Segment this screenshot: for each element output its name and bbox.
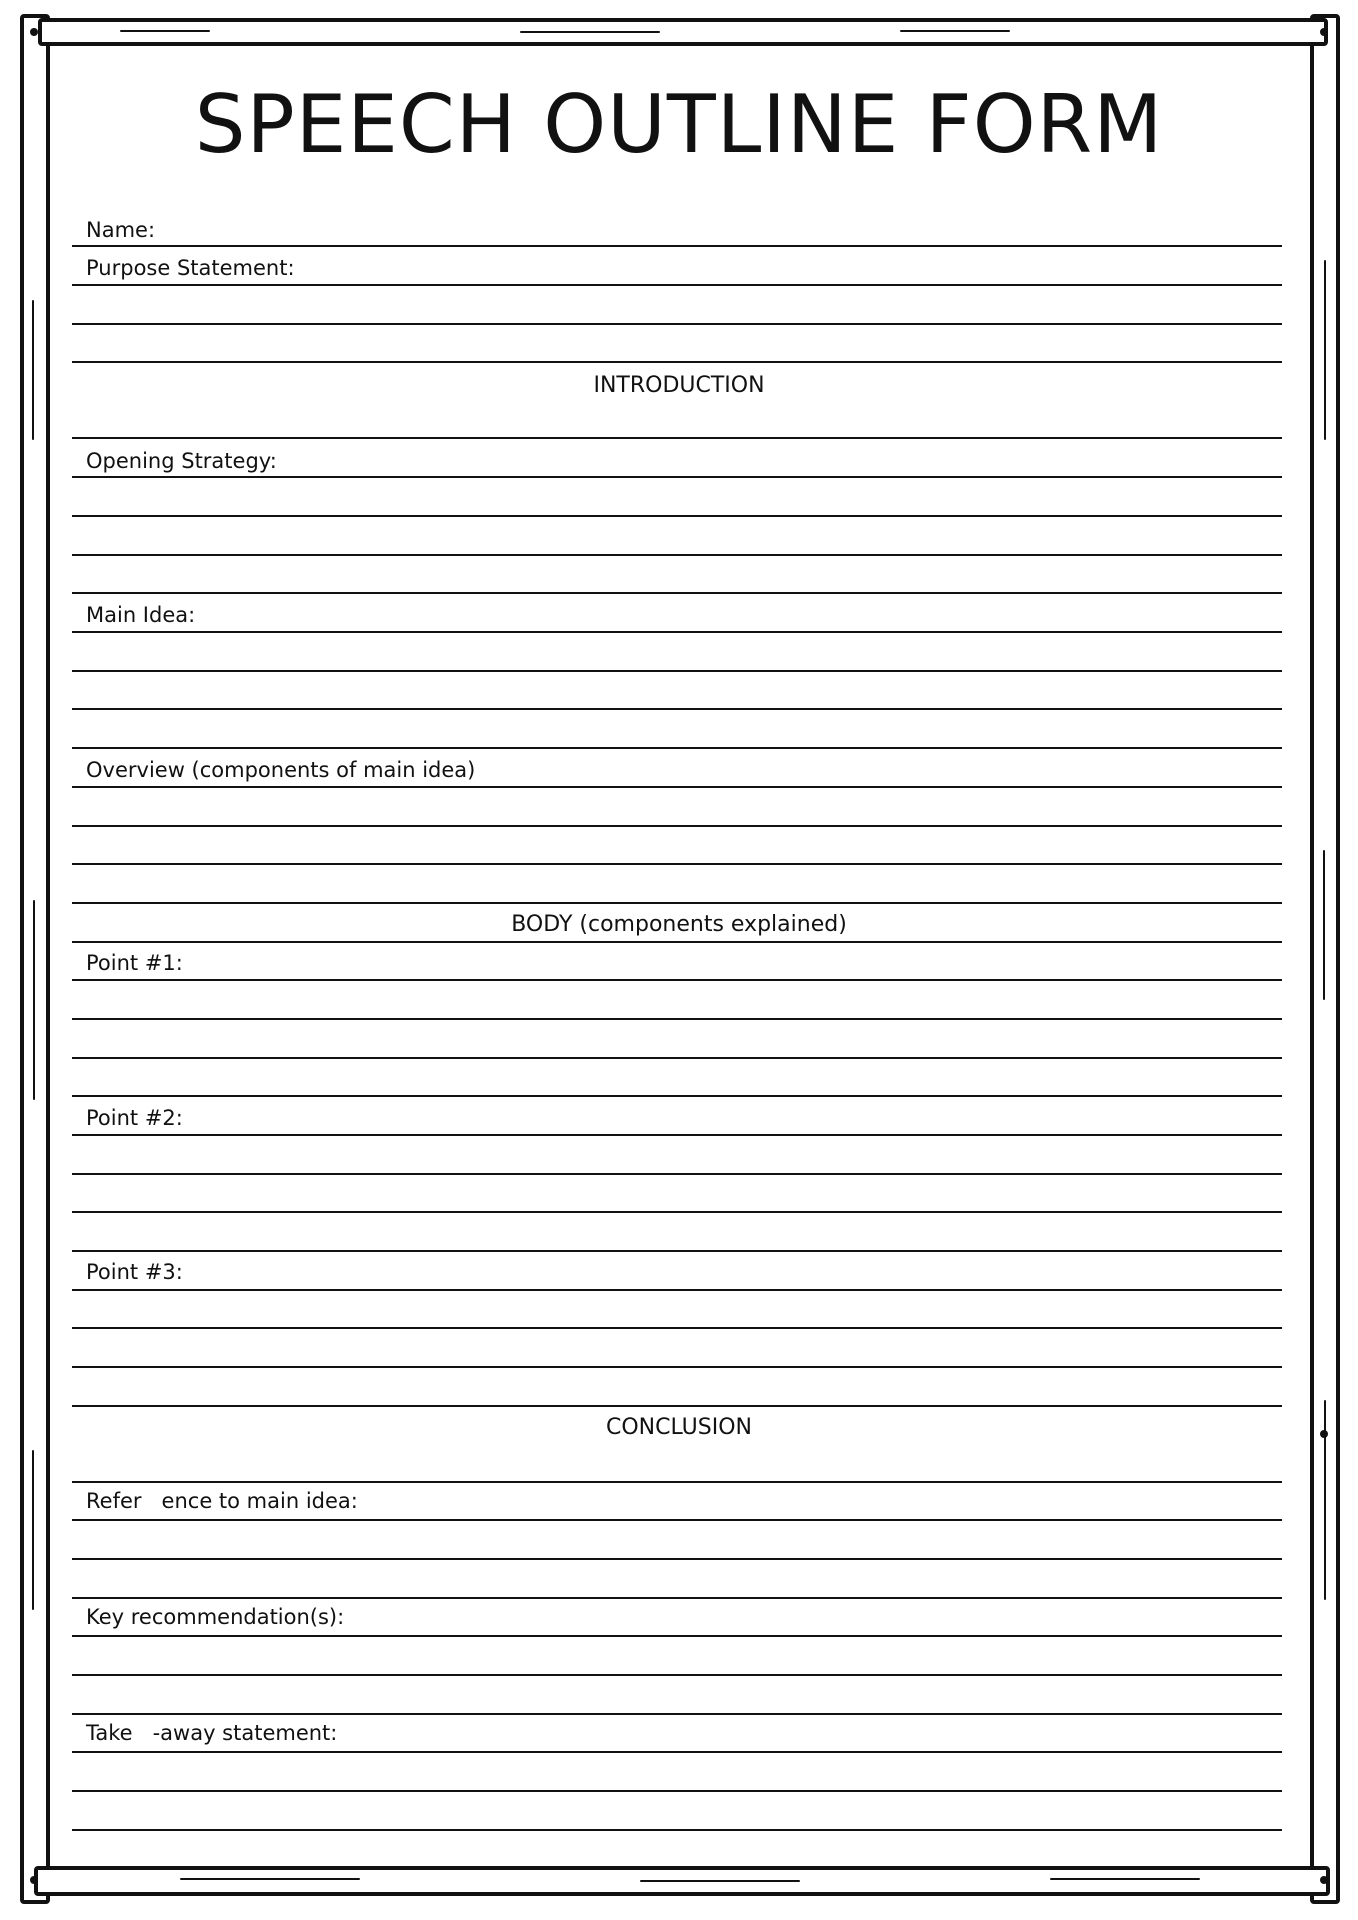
writing-line[interactable] [72,1211,1282,1213]
writing-line[interactable] [72,1134,1282,1136]
writing-line[interactable] [72,284,1282,286]
writing-line[interactable] [72,902,1282,904]
writing-line[interactable] [72,1095,1282,1097]
writing-line[interactable] [72,631,1282,633]
wood-grain [520,31,660,33]
writing-line[interactable] [72,1790,1282,1792]
writing-line[interactable] [72,554,1282,556]
writing-line[interactable] [72,941,1282,943]
reference-to-main-idea-label: Refer ence to main idea: [86,1489,358,1513]
writing-line[interactable] [72,708,1282,710]
writing-line[interactable] [72,979,1282,981]
wood-grain [1050,1878,1200,1880]
frame-top-plank [38,18,1328,46]
point-1-label: Point #1: [86,951,183,975]
writing-line[interactable] [72,361,1282,363]
writing-line[interactable] [72,786,1282,788]
conclusion-heading: CONCLUSION [606,1415,752,1440]
writing-line[interactable] [72,1173,1282,1175]
writing-line[interactable] [72,1829,1282,1831]
introduction-heading: INTRODUCTION [593,373,765,398]
writing-line[interactable] [72,1519,1282,1521]
writing-line[interactable] [72,1018,1282,1020]
frame-left-plank [20,14,50,1904]
wood-grain [1324,260,1326,440]
writing-line[interactable] [72,515,1282,517]
writing-line[interactable] [72,1558,1282,1560]
nail-icon [1320,1876,1328,1884]
wood-grain [120,30,210,32]
page-title: SPEECH OUTLINE FORM [194,78,1164,171]
point-3-label: Point #3: [86,1260,183,1284]
writing-line[interactable] [72,323,1282,325]
overview-label: Overview (components of main idea) [86,758,476,782]
writing-line[interactable] [72,1289,1282,1291]
take-away-statement-label: Take -away statement: [86,1721,338,1745]
wood-grain [32,300,34,440]
writing-line[interactable] [72,1405,1282,1407]
name-label: Name: [86,218,156,242]
writing-line[interactable] [72,863,1282,865]
nail-icon [1320,28,1328,36]
nail-icon [30,1876,38,1884]
writing-line[interactable] [72,1327,1282,1329]
writing-line[interactable] [72,1713,1282,1715]
main-idea-label: Main Idea: [86,603,196,627]
writing-line[interactable] [72,245,1282,247]
writing-line[interactable] [72,747,1282,749]
wood-grain [900,30,1010,32]
wood-grain [32,1450,34,1610]
writing-line[interactable] [72,1481,1282,1483]
writing-line[interactable] [72,437,1282,439]
writing-line[interactable] [72,592,1282,594]
wood-grain [640,1880,800,1882]
writing-line[interactable] [72,1751,1282,1753]
point-2-label: Point #2: [86,1106,183,1130]
writing-line[interactable] [72,1597,1282,1599]
writing-line[interactable] [72,1674,1282,1676]
writing-line[interactable] [72,825,1282,827]
writing-line[interactable] [72,1057,1282,1059]
key-recommendations-label: Key recommendation(s): [86,1605,345,1629]
opening-strategy-label: Opening Strategy: [86,449,277,473]
writing-line[interactable] [72,1250,1282,1252]
body-heading: BODY (components explained) [511,912,847,937]
nail-icon [30,28,38,36]
writing-line[interactable] [72,476,1282,478]
purpose-statement-label: Purpose Statement: [86,256,295,280]
writing-line[interactable] [72,1366,1282,1368]
writing-line[interactable] [72,670,1282,672]
wood-grain [180,1878,360,1880]
writing-line[interactable] [72,1635,1282,1637]
